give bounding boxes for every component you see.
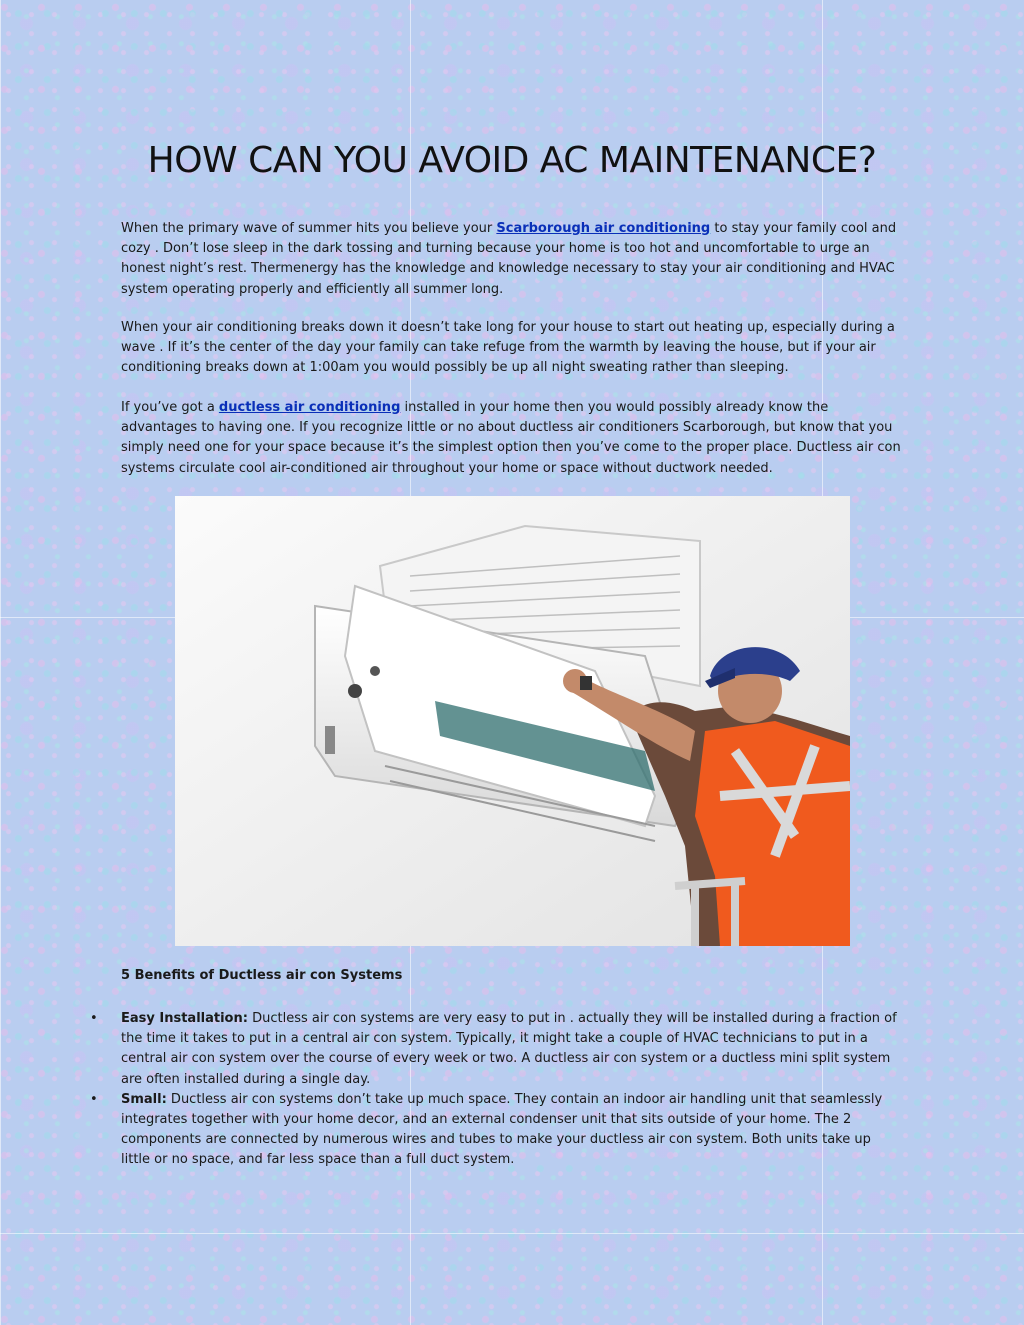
breakdown-paragraph: When your air conditioning breaks down it doesn’t take long for your house to start out heating up, especially during a wave . If it’s the center of the day your family can take refuge from the warmth by leaving the house, but if your air conditioning breaks down at 1:00am you would possibly be up all night sweating rather than sleeping. [121,320,895,376]
bullet-icon: • [90,1091,98,1107]
ductless-paragraph [121,398,901,479]
benefits-list [90,1009,901,1171]
list-item [90,1009,901,1090]
benefit-text: Ductless air con systems are very easy to put in . actually they will be installed during a fraction of the time it takes to put in a central air con system. Typically, it might take a couple of HVAC technicians to put in a central air con system over the course of every week or two. A ductless air con system or a ductless mini split system are often installed during a single day. [121,1011,897,1087]
page-title: HOW CAN YOU AVOID AC MAINTENANCE? [147,140,877,181]
technician-servicing-ac-illustration [175,496,850,946]
paragraph-text: installed in your home then you would possibly already know the advantages to having one. If you recognize little or no about ductless air conditioners Scarborough, but know that you simply need one for your space because it’s the simplest option then you’ve come to the proper place. Ductless air con systems circulate cool air-conditioned air throughout your home or space without ductwork needed. [121,400,901,476]
benefit-title: Easy Installation: [121,1011,248,1026]
background-seam [0,0,1,1325]
paragraph-text: When the primary wave of summer hits you believe your [121,221,497,236]
ductless-air-conditioning-link[interactable]: ductless air conditioning [218,400,401,415]
benefit-title: Small: [121,1091,167,1107]
intro-paragraph [121,219,901,300]
background-seam [0,1233,1024,1234]
scarborough-air-conditioning-link[interactable]: Scarborough air conditioning [496,221,711,236]
benefit-text: Ductless air con systems don’t take up much space. They contain an indoor air handling unit that seamlessly integrates together with your home decor, and an external condenser unit that sits outside of your home. The 2 components are connected by numerous wires and tubes to make your ductless air con system. Both units take up little or no space, and far less space than a full duct system. [121,1091,883,1168]
paragraph-text: to stay your family cool and cozy . Don’t lose sleep in the dark tossing and turning because your home is too hot and uncomfortable to urge an honest night’s rest. Thermenergy has the knowledge and knowledge necessary to stay your air conditioning and HVAC system operating properly and efficiently all summer long. [121,221,897,297]
bullet-icon: • [90,1011,98,1026]
benefits-heading: 5 Benefits of Ductless air con Systems [121,968,403,983]
technician-photo [175,496,850,946]
list-item [90,1090,901,1171]
paragraph-text: If you’ve got a [121,400,219,415]
